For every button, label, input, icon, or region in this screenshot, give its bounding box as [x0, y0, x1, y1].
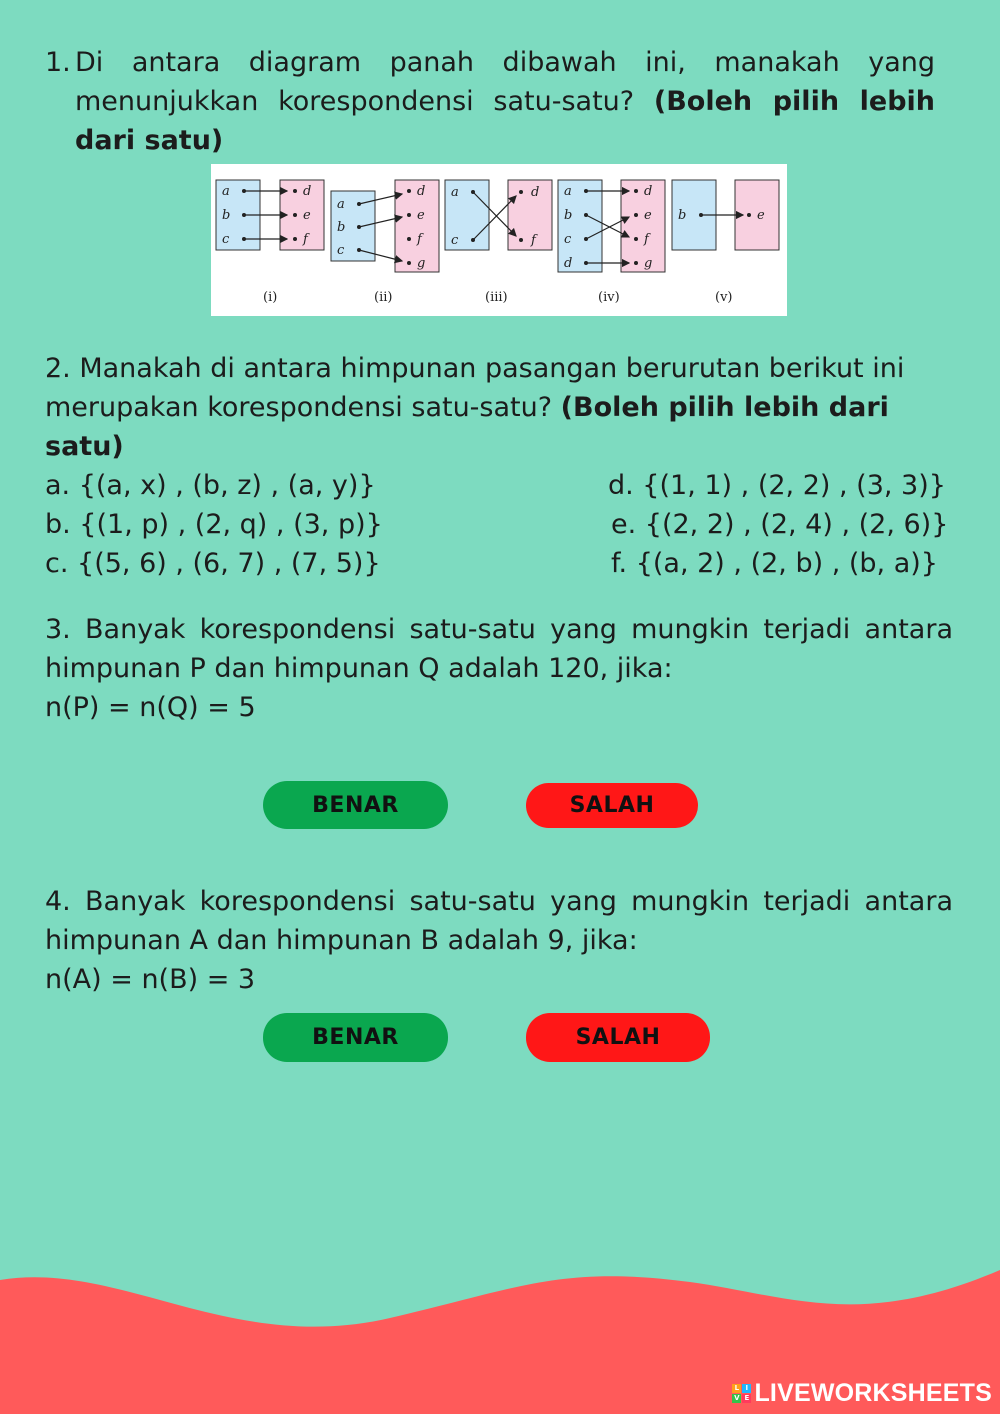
arrow-diagrams-image [211, 164, 787, 316]
svg-text:c: c [564, 232, 572, 247]
svg-text:f: f [303, 232, 308, 247]
svg-text:d: d [531, 185, 540, 200]
question-4-formula: n(A) = n(B) = 3 [45, 964, 256, 995]
svg-text:e: e [303, 208, 311, 223]
option-b[interactable]: b. {(1, p) , (2, q) , (3, p)} [45, 509, 383, 540]
diagram-iv [558, 180, 665, 305]
question-2 [45, 349, 955, 466]
svg-text:e: e [644, 208, 652, 223]
svg-text:a: a [451, 185, 459, 200]
svg-text:a: a [564, 184, 572, 199]
svg-text:a: a [337, 197, 345, 212]
svg-text:b: b [222, 208, 231, 223]
svg-text:d: d [644, 184, 653, 199]
question-2-hint: (Boleh pilih lebih dari satu) [45, 392, 889, 462]
svg-text:d: d [417, 184, 426, 199]
svg-text:d: d [303, 184, 312, 199]
caption-i: (i) [263, 290, 278, 305]
liveworksheets-logo-text: LIVEWORKSHEETS [754, 1379, 992, 1407]
svg-text:b: b [564, 208, 573, 223]
svg-text:f: f [531, 233, 536, 248]
option-a[interactable]: a. {(a, x) , (b, z) , (a, y)} [45, 470, 376, 501]
caption-iv: (iv) [598, 290, 620, 305]
liveworksheets-logo [732, 1379, 992, 1408]
question-1 [45, 43, 935, 160]
option-f[interactable]: f. {(a, 2) , (2, b) , (b, a)} [611, 548, 938, 579]
svg-text:e: e [757, 208, 765, 223]
option-d[interactable]: d. {(1, 1) , (2, 2) , (3, 3)} [608, 470, 946, 501]
svg-text:f: f [644, 232, 649, 247]
question-3-formula: n(P) = n(Q) = 5 [45, 692, 256, 723]
caption-v: (v) [715, 290, 733, 305]
question-4-benar-button[interactable]: BENAR [263, 1013, 448, 1062]
diagram-iii-codomain-box [508, 180, 552, 250]
question-1-hint: (Boleh pilih lebih dari satu) [75, 86, 935, 156]
question-3 [45, 610, 953, 727]
question-3-benar-button[interactable]: BENAR [263, 781, 448, 829]
svg-text:f: f [417, 232, 422, 247]
option-c[interactable]: c. {(5, 6) , (6, 7) , (7, 5)} [45, 548, 381, 579]
diagram-iii [445, 180, 552, 305]
question-4-salah-button[interactable]: SALAH [526, 1013, 710, 1062]
svg-text:c: c [337, 243, 345, 258]
diagram-i [216, 180, 324, 305]
question-4 [45, 882, 953, 999]
svg-text:g: g [644, 256, 653, 271]
svg-text:g: g [417, 256, 426, 271]
svg-text:d: d [564, 256, 573, 271]
svg-text:c: c [451, 233, 459, 248]
svg-text:b: b [337, 220, 346, 235]
svg-text:c: c [222, 232, 230, 247]
liveworksheets-logo-icon: L I V E [732, 1384, 751, 1403]
question-1-text: Di antara diagram panah dibawah ini, manakah yang menunjukkan korespondensi satu-satu? (Boleh pilih lebih dari satu) [75, 47, 935, 156]
question-4-text: 4. Banyak korespondensi satu-satu yang mungkin terjadi antara himpunan A dan himpunan B adalah 9, jika: [45, 886, 953, 956]
question-3-salah-button[interactable]: SALAH [526, 783, 698, 828]
caption-iii: (iii) [485, 290, 508, 305]
diagram-ii [331, 180, 439, 305]
diagram-iv-codomain-box [621, 180, 665, 272]
question-1-number: 1. [45, 47, 71, 78]
question-2-text: 2. Manakah di antara himpunan pasangan berurutan berikut ini merupakan korespondensi satu-satu? [45, 353, 905, 423]
svg-text:a: a [222, 184, 230, 199]
caption-ii: (ii) [374, 290, 393, 305]
option-e[interactable]: e. {(2, 2) , (2, 4) , (2, 6)} [611, 509, 949, 540]
svg-text:e: e [417, 208, 425, 223]
diagram-v [672, 180, 779, 305]
svg-text:b: b [678, 208, 687, 223]
question-3-text: 3. Banyak korespondensi satu-satu yang mungkin terjadi antara himpunan P dan himpunan Q adalah 120, jika: [45, 614, 953, 684]
